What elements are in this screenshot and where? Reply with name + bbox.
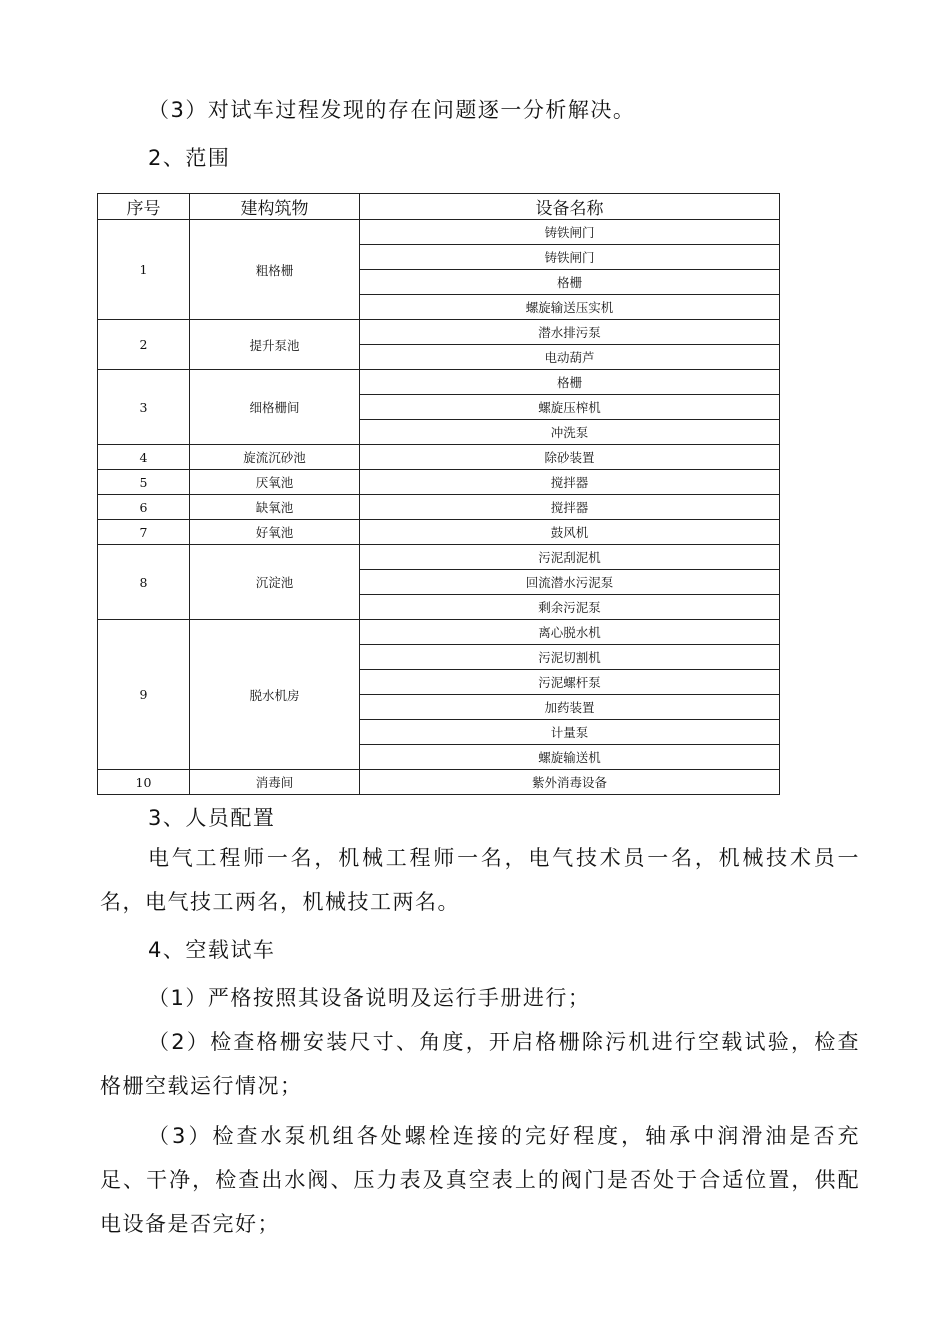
equipment-table	[97, 193, 780, 795]
cell-equipment-name: 搅拌器	[360, 470, 780, 495]
paragraph-staffing: 电气工程师一名，机械工程师一名，电气技术员一名，机械技术员一名，电气技工两名，机械技工两名。	[100, 846, 860, 914]
table-row	[98, 545, 780, 570]
cell-equipment-name: 污泥刮泥机	[360, 545, 780, 570]
table-row	[98, 495, 780, 520]
cell-equipment-name: 冲洗泵	[360, 420, 780, 445]
cell-building: 细格栅间	[190, 370, 360, 445]
table-row	[98, 520, 780, 545]
cell-equipment-name: 加药装置	[360, 695, 780, 720]
table-row	[98, 370, 780, 395]
cell-serial-number: 4	[98, 445, 190, 470]
cell-serial-number: 5	[98, 470, 190, 495]
section-heading-staffing: 3、人员配置	[148, 806, 276, 830]
table-body	[98, 220, 780, 795]
cell-equipment-name: 鼓风机	[360, 520, 780, 545]
cell-serial-number: 2	[98, 320, 190, 370]
cell-equipment-name: 污泥螺杆泵	[360, 670, 780, 695]
cell-serial-number: 3	[98, 370, 190, 445]
paragraph-step-3: （3）检查水泵机组各处螺栓连接的完好程度，轴承中润滑油是否充足、干净，检查出水阀、压力表及真空表上的阀门是否处于合适位置，供配电设备是否完好；	[100, 1124, 860, 1236]
cell-equipment-name: 潜水排污泵	[360, 320, 780, 345]
cell-building: 粗格栅	[190, 220, 360, 320]
cell-equipment-name: 搅拌器	[360, 495, 780, 520]
table-row	[98, 320, 780, 345]
cell-equipment-name: 螺旋输送机	[360, 745, 780, 770]
cell-equipment-name: 螺旋压榨机	[360, 395, 780, 420]
cell-equipment-name: 格栅	[360, 270, 780, 295]
table-row	[98, 470, 780, 495]
cell-serial-number: 7	[98, 520, 190, 545]
table-row	[98, 220, 780, 245]
table-header-row	[98, 194, 780, 220]
header-equipment-name: 设备名称	[360, 194, 780, 220]
table-row	[98, 445, 780, 470]
cell-serial-number: 1	[98, 220, 190, 320]
cell-serial-number: 9	[98, 620, 190, 770]
table-row	[98, 620, 780, 645]
cell-building: 好氧池	[190, 520, 360, 545]
cell-equipment-name: 回流潜水污泥泵	[360, 570, 780, 595]
table-row	[98, 770, 780, 795]
paragraph-step-2: （2）检查格栅安装尺寸、角度，开启格栅除污机进行空载试验，检查格栅空载运行情况；	[100, 1030, 860, 1098]
cell-equipment-name: 离心脱水机	[360, 620, 780, 645]
header-serial-number: 序号	[98, 194, 190, 220]
cell-building: 缺氧池	[190, 495, 360, 520]
cell-building: 沉淀池	[190, 545, 360, 620]
cell-building: 厌氧池	[190, 470, 360, 495]
cell-equipment-name: 铸铁闸门	[360, 245, 780, 270]
paragraph-step-1: （1）严格按照其设备说明及运行手册进行；	[148, 986, 591, 1010]
cell-equipment-name: 计量泵	[360, 720, 780, 745]
cell-serial-number: 6	[98, 495, 190, 520]
cell-equipment-name: 格栅	[360, 370, 780, 395]
cell-equipment-name: 除砂装置	[360, 445, 780, 470]
cell-building: 旋流沉砂池	[190, 445, 360, 470]
section-heading-scope: 2、范围	[148, 146, 231, 170]
cell-equipment-name: 污泥切割机	[360, 645, 780, 670]
header-building: 建构筑物	[190, 194, 360, 220]
cell-equipment-name: 螺旋输送压实机	[360, 295, 780, 320]
cell-equipment-name: 剩余污泥泵	[360, 595, 780, 620]
cell-serial-number: 10	[98, 770, 190, 795]
paragraph-analysis: （3）对试车过程发现的存在问题逐一分析解决。	[148, 98, 636, 122]
cell-building: 消毒间	[190, 770, 360, 795]
section-heading-no-load-test: 4、空载试车	[148, 938, 276, 962]
cell-building: 提升泵池	[190, 320, 360, 370]
cell-serial-number: 8	[98, 545, 190, 620]
cell-equipment-name: 紫外消毒设备	[360, 770, 780, 795]
cell-equipment-name: 铸铁闸门	[360, 220, 780, 245]
cell-building: 脱水机房	[190, 620, 360, 770]
cell-equipment-name: 电动葫芦	[360, 345, 780, 370]
